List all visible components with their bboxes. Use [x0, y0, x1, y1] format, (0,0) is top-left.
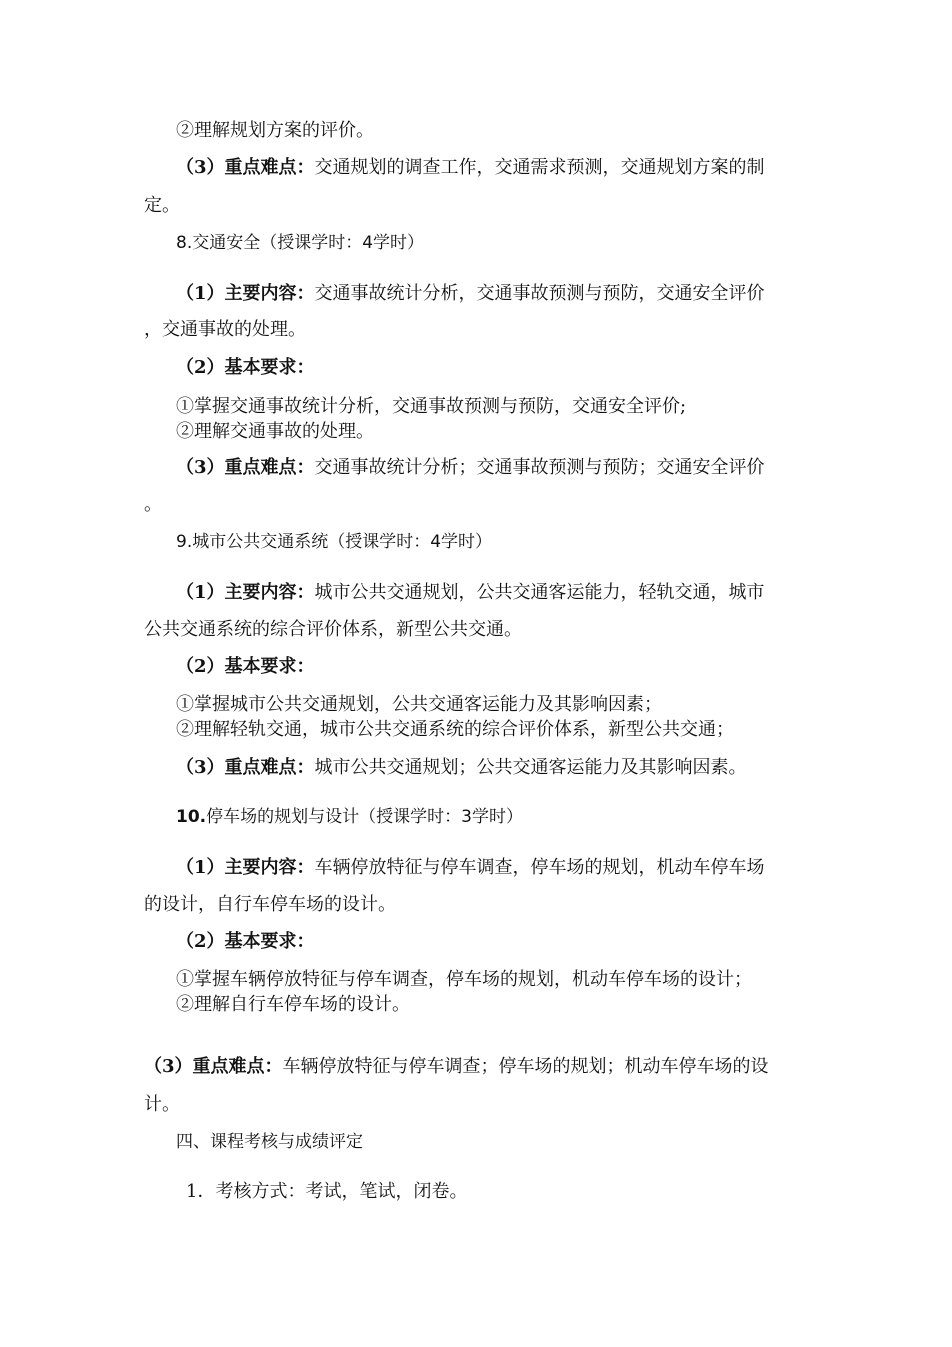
text-line: （3）重点难点：交通规划的调查工作，交通需求预测，交通规划方案的制 — [176, 157, 765, 178]
text-line: ，交通事故的处理。 — [144, 319, 306, 340]
label: （2）基本要求： — [176, 656, 315, 677]
label: （3）重点难点： — [176, 757, 315, 778]
text-line: ②理解自行车停车场的设计。 — [176, 994, 410, 1015]
label: （1）主要内容： — [176, 283, 315, 304]
text-line: （1）主要内容：城市公共交通规划，公共交通客运能力，轻轨交通，城市 — [176, 582, 765, 603]
text-line: （1）主要内容：交通事故统计分析，交通事故预测与预防，交通安全评价 — [176, 283, 765, 304]
section-heading: 9.城市公共交通系统（授课学时：4学时） — [176, 532, 493, 552]
text-line: （3）重点难点：交通事故统计分析；交通事故预测与预防；交通安全评价 — [176, 457, 765, 478]
section-number: 10. — [176, 807, 207, 827]
text-line — [176, 931, 315, 953]
section-heading: 10.停车场的规划与设计（授课学时：3学时） — [176, 807, 523, 827]
text-line: 定。 — [144, 195, 180, 216]
text-line: ②理解规划方案的评价。 — [176, 120, 374, 141]
text-line — [176, 656, 315, 678]
section-heading: 8.交通安全（授课学时：4学时） — [176, 233, 425, 253]
text-line — [176, 357, 315, 379]
text-line: （3）重点难点：城市公共交通规划；公共交通客运能力及其影响因素。 — [176, 757, 747, 778]
label: （2）基本要求： — [176, 357, 315, 378]
text-line: 。 — [144, 494, 162, 515]
text-line: ①掌握交通事故统计分析，交通事故预测与预防，交通安全评价; — [176, 396, 687, 417]
label: （3）重点难点： — [176, 457, 315, 478]
text-line: 计。 — [144, 1094, 180, 1115]
label: （1）主要内容： — [176, 857, 315, 878]
text-line: （3）重点难点：车辆停放特征与停车调查；停车场的规划；机动车停车场的设 — [144, 1056, 769, 1077]
text-line: ②理解轻轨交通，城市公共交通系统的综合评价体系，新型公共交通； — [176, 719, 734, 740]
text-line: ①掌握车辆停放特征与停车调查，停车场的规划，机动车停车场的设计； — [176, 969, 752, 990]
text-line: （1）主要内容：车辆停放特征与停车调查，停车场的规划，机动车停车场 — [176, 857, 765, 878]
label: （2）基本要求： — [176, 931, 315, 952]
label: （1）主要内容： — [176, 582, 315, 603]
text-line: ②理解交通事故的处理。 — [176, 421, 374, 442]
label: （3）重点难点： — [144, 1056, 283, 1077]
text-line: ①掌握城市公共交通规划，公共交通客运能力及其影响因素； — [176, 694, 662, 715]
text-line: 的设计，自行车停车场的设计。 — [144, 894, 396, 915]
text-line: 公共交通系统的综合评价体系，新型公共交通。 — [144, 619, 522, 640]
text-line: 1．考核方式：考试，笔试，闭卷。 — [186, 1181, 468, 1202]
label: （3）重点难点： — [176, 157, 315, 178]
section-heading: 四、课程考核与成绩评定 — [176, 1132, 363, 1152]
